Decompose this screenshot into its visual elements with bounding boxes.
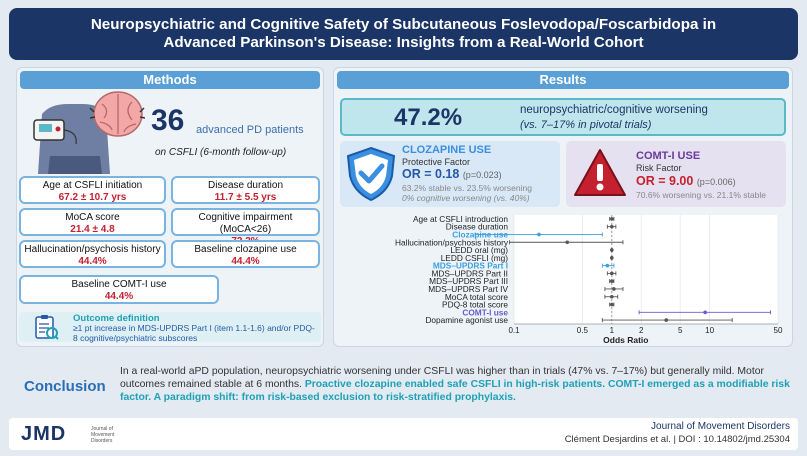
title-line-2: Advanced Parkinson's Disease: Insights from a Real-World Cohort xyxy=(163,34,644,51)
method-box-age: Age at CSFLI initiation 67.2 ± 10.7 yrs xyxy=(19,176,166,204)
outcome-description: ≥1 pt increase in MDS-UPDRS Part I (item 1.1-1.6) and/or PDQ-8 cognitive/psychiatric subscores xyxy=(73,323,315,343)
clozapine-factor: Protective Factor xyxy=(402,157,471,167)
method-box-moca: MoCA score 21.4 ± 4.8 xyxy=(19,208,166,236)
forest-tick-label: 1 xyxy=(609,326,615,335)
forest-tick-label: 2 xyxy=(639,326,644,335)
forest-point xyxy=(612,287,616,291)
forest-tick-label: 10 xyxy=(705,326,715,335)
method-box-duration: Disease duration 11.7 ± 5.5 yrs xyxy=(171,176,320,204)
forest-tick-label: 0.5 xyxy=(576,326,588,335)
results-header: Results xyxy=(337,71,789,89)
forest-plot xyxy=(338,212,790,344)
forest-point xyxy=(565,240,569,244)
clozapine-or: OR = 0.18 (p=0.023) xyxy=(402,167,502,181)
footer xyxy=(9,418,798,450)
outcome-title: Outcome definition xyxy=(73,313,160,324)
title-line-1: Neuropsychiatric and Cognitive Safety of Subcutaneous Foslevodopa/Foscarbidopa in xyxy=(90,16,717,33)
conclusion-body: In a real-world aPD population, neuropsychiatric worsening under CSFLI was higher than in trials (47% vs. 7–17%) but generally mild. Motor outcomes remained stable at 6 months. xyxy=(120,366,764,390)
citation: Clément Desjardins et al. | DOI : 10.14802/jmd.25304 xyxy=(564,434,790,445)
patient-count: 36 xyxy=(151,104,185,137)
forest-point xyxy=(606,264,610,268)
clipboard-icon xyxy=(33,314,59,340)
method-box-clozapine: Baseline clozapine use 44.4% xyxy=(171,240,320,268)
forest-row-label: MDS–UPDRS Part III xyxy=(429,276,508,287)
forest-row-label: Dopamine agonist use xyxy=(425,315,508,326)
forest-tick-label: 0.1 xyxy=(508,326,520,335)
forest-point xyxy=(610,248,614,252)
outcome-definition xyxy=(19,312,321,342)
method-box-cognitive: Cognitive impairment (MoCA<26) xyxy=(171,208,320,236)
clozapine-card xyxy=(340,141,560,207)
followup-label: on CSFLI (6-month follow-up) xyxy=(155,147,287,158)
method-box-comt: Baseline COMT-I use 44.4% xyxy=(19,275,219,304)
worsening-percent: 47.2% xyxy=(394,104,463,131)
forest-tick-label: 5 xyxy=(677,326,683,335)
forest-point xyxy=(610,279,614,283)
forest-point xyxy=(537,233,541,237)
comt-note-1: 70.6% worsening vs. 21.1% stable xyxy=(636,190,766,200)
forest-row-label: COMT-I use xyxy=(462,307,508,318)
worsening-comparison: (vs. 7–17% in pivotal trials) xyxy=(520,119,652,131)
forest-plot-area xyxy=(514,215,778,324)
forest-point xyxy=(610,225,614,229)
worsening-summary xyxy=(340,98,786,136)
methods-header: Methods xyxy=(20,71,320,89)
forest-row-label: PDQ-8 total score xyxy=(442,299,508,310)
conclusion-highlight: Proactive clozapine enabled safe CSFLI in high-risk patients. COMT-I emerged as a modifiable risk factor. A paradigm shift: from risk-based exclusion to risk-stratified prophylaxis. xyxy=(120,379,790,403)
shield-check-icon xyxy=(344,146,398,202)
forest-row-label: LEDD CSFLI (mg) xyxy=(440,252,508,263)
forest-row-label: Clozapine use xyxy=(452,229,508,240)
forest-point xyxy=(610,272,614,276)
forest-row-label: MDS–UPDRS Part IV xyxy=(428,283,508,294)
forest-point xyxy=(610,217,614,221)
forest-point xyxy=(610,303,614,307)
jmd-logo: JMD xyxy=(21,423,67,445)
forest-tick-label: 50 xyxy=(773,326,783,335)
clozapine-title: CLOZAPINE USE xyxy=(402,144,492,156)
journal-name: Journal of Movement Disorders xyxy=(651,421,790,432)
forest-row-label: LEDD oral (mg) xyxy=(450,245,508,256)
forest-row-label: MoCA total score xyxy=(444,291,508,302)
title-banner xyxy=(9,8,798,60)
comt-factor: Risk Factor xyxy=(636,163,682,173)
forest-point xyxy=(610,295,614,299)
forest-row-label: MDS–UPDRS Part II xyxy=(431,268,508,279)
conclusion-title: Conclusion xyxy=(24,378,106,395)
method-box-hallucination: Hallucination/psychosis history 44.4% xyxy=(19,240,166,268)
forest-point xyxy=(610,256,614,260)
forest-row-label: Hallucination/psychosis history xyxy=(395,237,508,248)
forest-row-label: Age at CSFLI introduction xyxy=(412,213,508,224)
comt-card xyxy=(566,141,786,207)
forest-x-label: Odds Ratio xyxy=(603,335,649,344)
forest-point xyxy=(703,311,707,315)
clozapine-note-1: 63.2% stable vs. 23.5% worsening xyxy=(402,183,532,193)
forest-point xyxy=(664,318,668,322)
forest-row-label: Disease duration xyxy=(445,221,508,232)
worsening-text: neuropsychiatric/cognitive worsening xyxy=(520,104,708,116)
comt-title: COMT-I USE xyxy=(636,150,701,162)
patient-count-label: advanced PD patients xyxy=(196,124,304,136)
patient-illustration xyxy=(20,86,145,174)
forest-row-label: MDS–UPDRS Part I xyxy=(432,260,508,271)
comt-or: OR = 9.00 (p=0.006) xyxy=(636,174,736,188)
warning-icon xyxy=(572,147,628,199)
conclusion-text xyxy=(120,365,800,404)
jmd-logo-subtitle: Journal of Movement Disorders xyxy=(91,426,115,444)
clozapine-note-2: 0% cognitive worsening (vs. 40%) xyxy=(402,193,530,203)
